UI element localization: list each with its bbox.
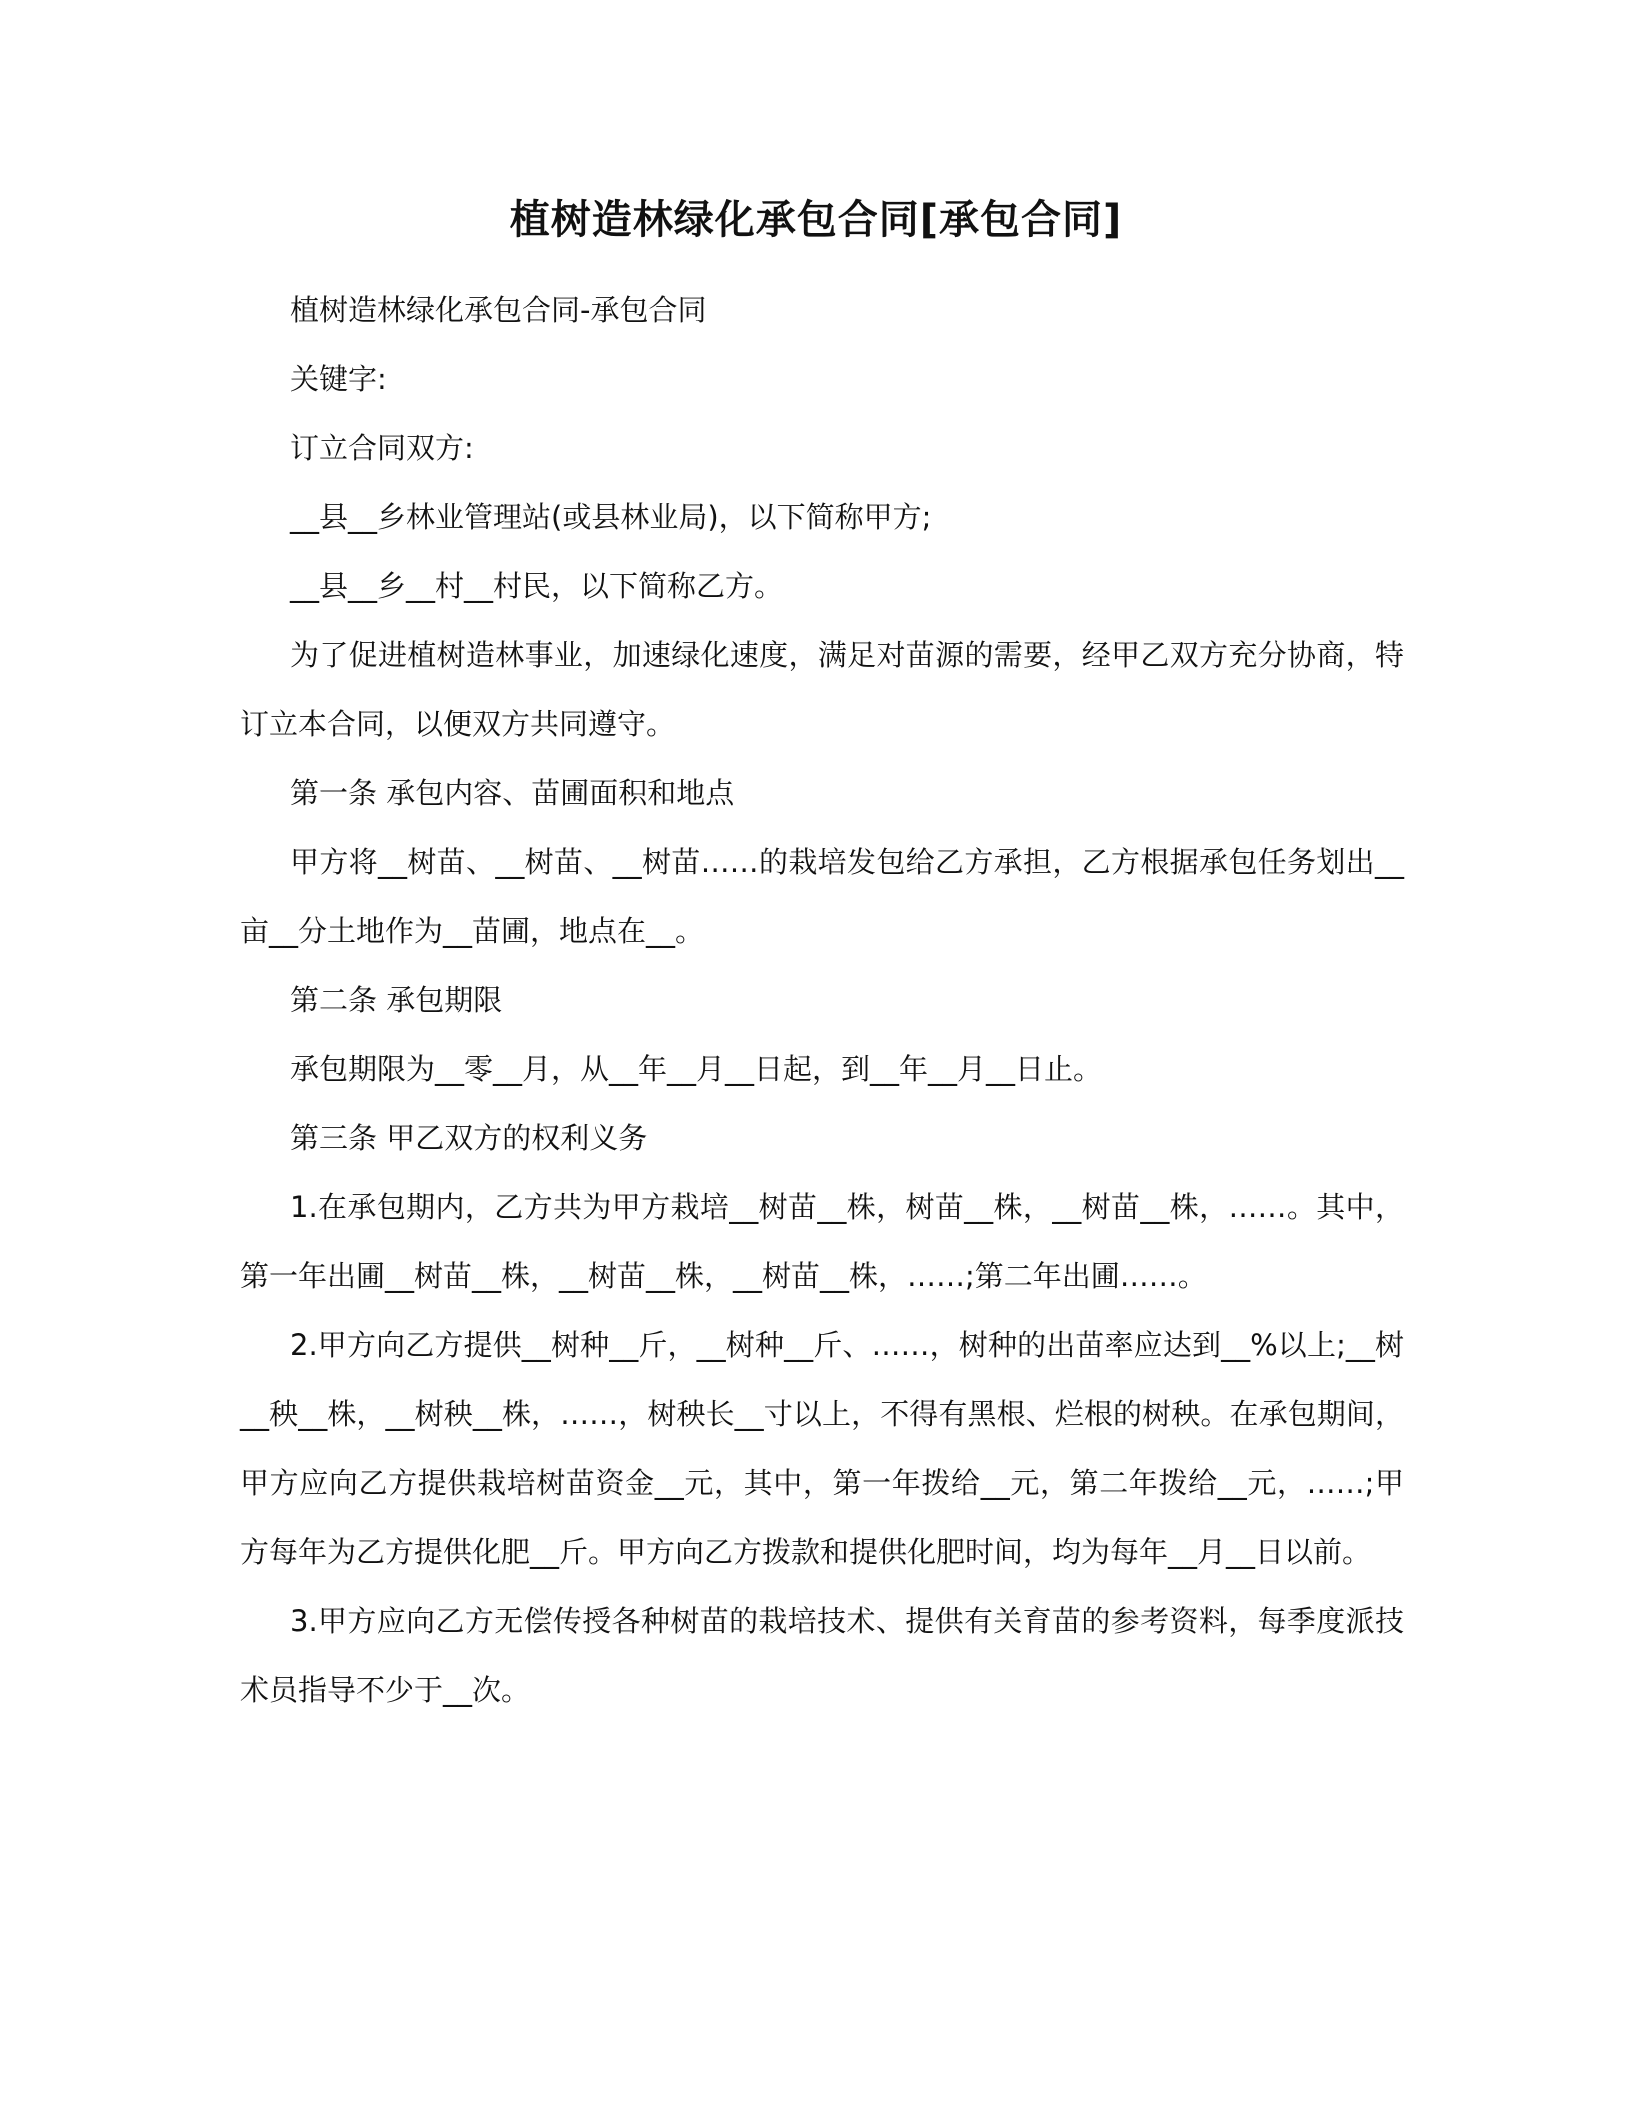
document-title: 植树造林绿化承包合同[承包合同] bbox=[509, 197, 1123, 243]
article-3-heading: 第三条 甲乙双方的权利义务 bbox=[290, 1121, 648, 1155]
article-1-heading: 第一条 承包内容、苗圃面积和地点 bbox=[290, 776, 735, 810]
document-body bbox=[240, 276, 1404, 1725]
article-2-paragraph: 承包期限为__零__月，从__年__月__日起，到__年__月__日止。 bbox=[290, 1052, 1103, 1086]
keywords-paragraph: 关键字: bbox=[290, 362, 387, 396]
party-a-paragraph: __县__乡林业管理站(或县林业局)，以下简称甲方; bbox=[290, 500, 932, 534]
subtitle-paragraph: 植树造林绿化承包合同-承包合同 bbox=[290, 293, 707, 327]
article-3-clause-3: 3.甲方应向乙方无偿传授各种树苗的栽培技术、提供有关育苗的参考资料，每季度派技术员指导不少于__次。 bbox=[240, 1604, 1404, 1707]
parties-heading: 订立合同双方: bbox=[290, 431, 474, 465]
preamble-paragraph: 为了促进植树造林事业，加速绿化速度，满足对苗源的需要，经甲乙双方充分协商，特订立本合同，以便双方共同遵守。 bbox=[240, 638, 1404, 741]
article-3-clause-1: 1.在承包期内，乙方共为甲方栽培__树苗__株，树苗__株，__树苗__株，……。其中，第一年出圃__树苗__株，__树苗__株，__树苗__株，……;第二年出圃……。 bbox=[240, 1190, 1404, 1293]
article-2-heading: 第二条 承包期限 bbox=[290, 983, 503, 1017]
article-1-paragraph: 甲方将__树苗、__树苗、__树苗……的栽培发包给乙方承担，乙方根据承包任务划出__亩__分土地作为__苗圃，地点在__。 bbox=[240, 845, 1404, 948]
article-3-clause-2: 2.甲方向乙方提供__树种__斤，__树种__斤、……，树种的出苗率应达到__%以上;__树__秧__株，__树秧__株，……，树秧长__寸以上，不得有黑根、烂根的树秧。在承包期间，甲方应向乙方提供栽培树苗资金__元，其中，第一年拨给__元，第二年拨给__元，……;甲方每年为乙方提供化肥__斤。甲方向乙方拨款和提供化肥时间，均为每年__月__日以前。 bbox=[240, 1328, 1404, 1569]
party-b-paragraph: __县__乡__村__村民，以下简称乙方。 bbox=[290, 569, 784, 603]
